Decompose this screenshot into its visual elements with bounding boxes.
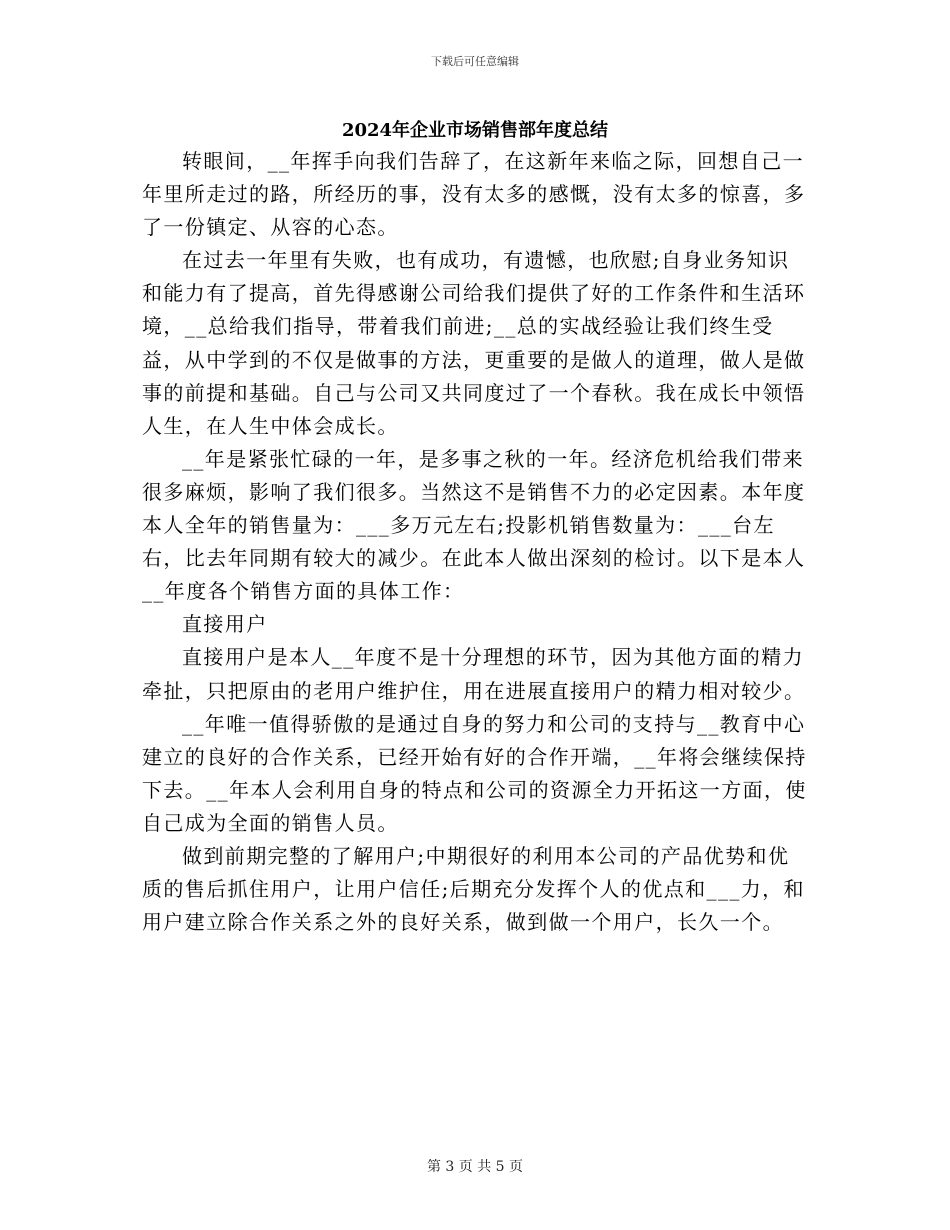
paragraph-education-partnership: __年唯一值得骄傲的是通过自身的努力和公司的支持与__教育中心建立的良好的合作关系，已经开始有好的合作开端，__年将会继续保持下去。__年本人会利用自身的特点和公司的资源全力开拓这一方面，使自己成为全面的销售人员。 [142,711,807,835]
paragraph-sales-overview: __年是紧张忙碌的一年，是多事之秋的一年。经济危机给我们带来很多麻烦，影响了我们很多。当然这不是销售不力的必定因素。本年度本人全年的销售量为：___多万元左右;投影机销售数量为：___台左右，比去年同期有较大的减少。在此本人做出深刻的检讨。以下是本人__年度各个销售方面的具体工作： [142,446,806,604]
paragraph-intro: 转眼间，__年挥手向我们告辞了，在这新年来临之际，回想自己一年里所走过的路，所经历的事，没有太多的感慨，没有太多的惊喜，多了一份镇定、从容的心态。 [142,149,806,240]
document-title: 2024年企业市场销售部年度总结 [341,120,609,141]
paragraph-user-strategy: 做到前期完整的了解用户;中期很好的利用本公司的产品优势和优质的售后抓住用户，让用户信任;后期充分发挥个人的优点和___力，和用户建立除合作关系之外的良好关系，做到做一个用户，长久一个。 [142,843,805,935]
document-body [142,145,808,939]
page-header-note: 下载后可任意编辑 [431,55,519,68]
page-number: 第 3 页 共 5 页 [426,1159,524,1175]
paragraph-reflection: 在过去一年里有失败，也有成功，有遗憾，也欣慰;自身业务知识和能力有了提高，首先得感谢公司给我们提供了好的工作条件和生活环境，__总给我们指导，带着我们前进;__总的实战经验让我们终生受益，从中学到的不仅是做事的方法，更重要的是做人的道理，做人是做事的前提和基础。自己与公司又共同度过了一个春秋。我在成长中领悟人生，在人生中体会成长。 [142,248,806,438]
section-heading-direct-users: 直接用户 [182,612,268,637]
paragraph-direct-users: 直接用户是本人__年度不是十分理想的环节，因为其他方面的精力牵扯，只把原由的老用户维护住，用在进展直接用户的精力相对较少。 [142,645,806,703]
